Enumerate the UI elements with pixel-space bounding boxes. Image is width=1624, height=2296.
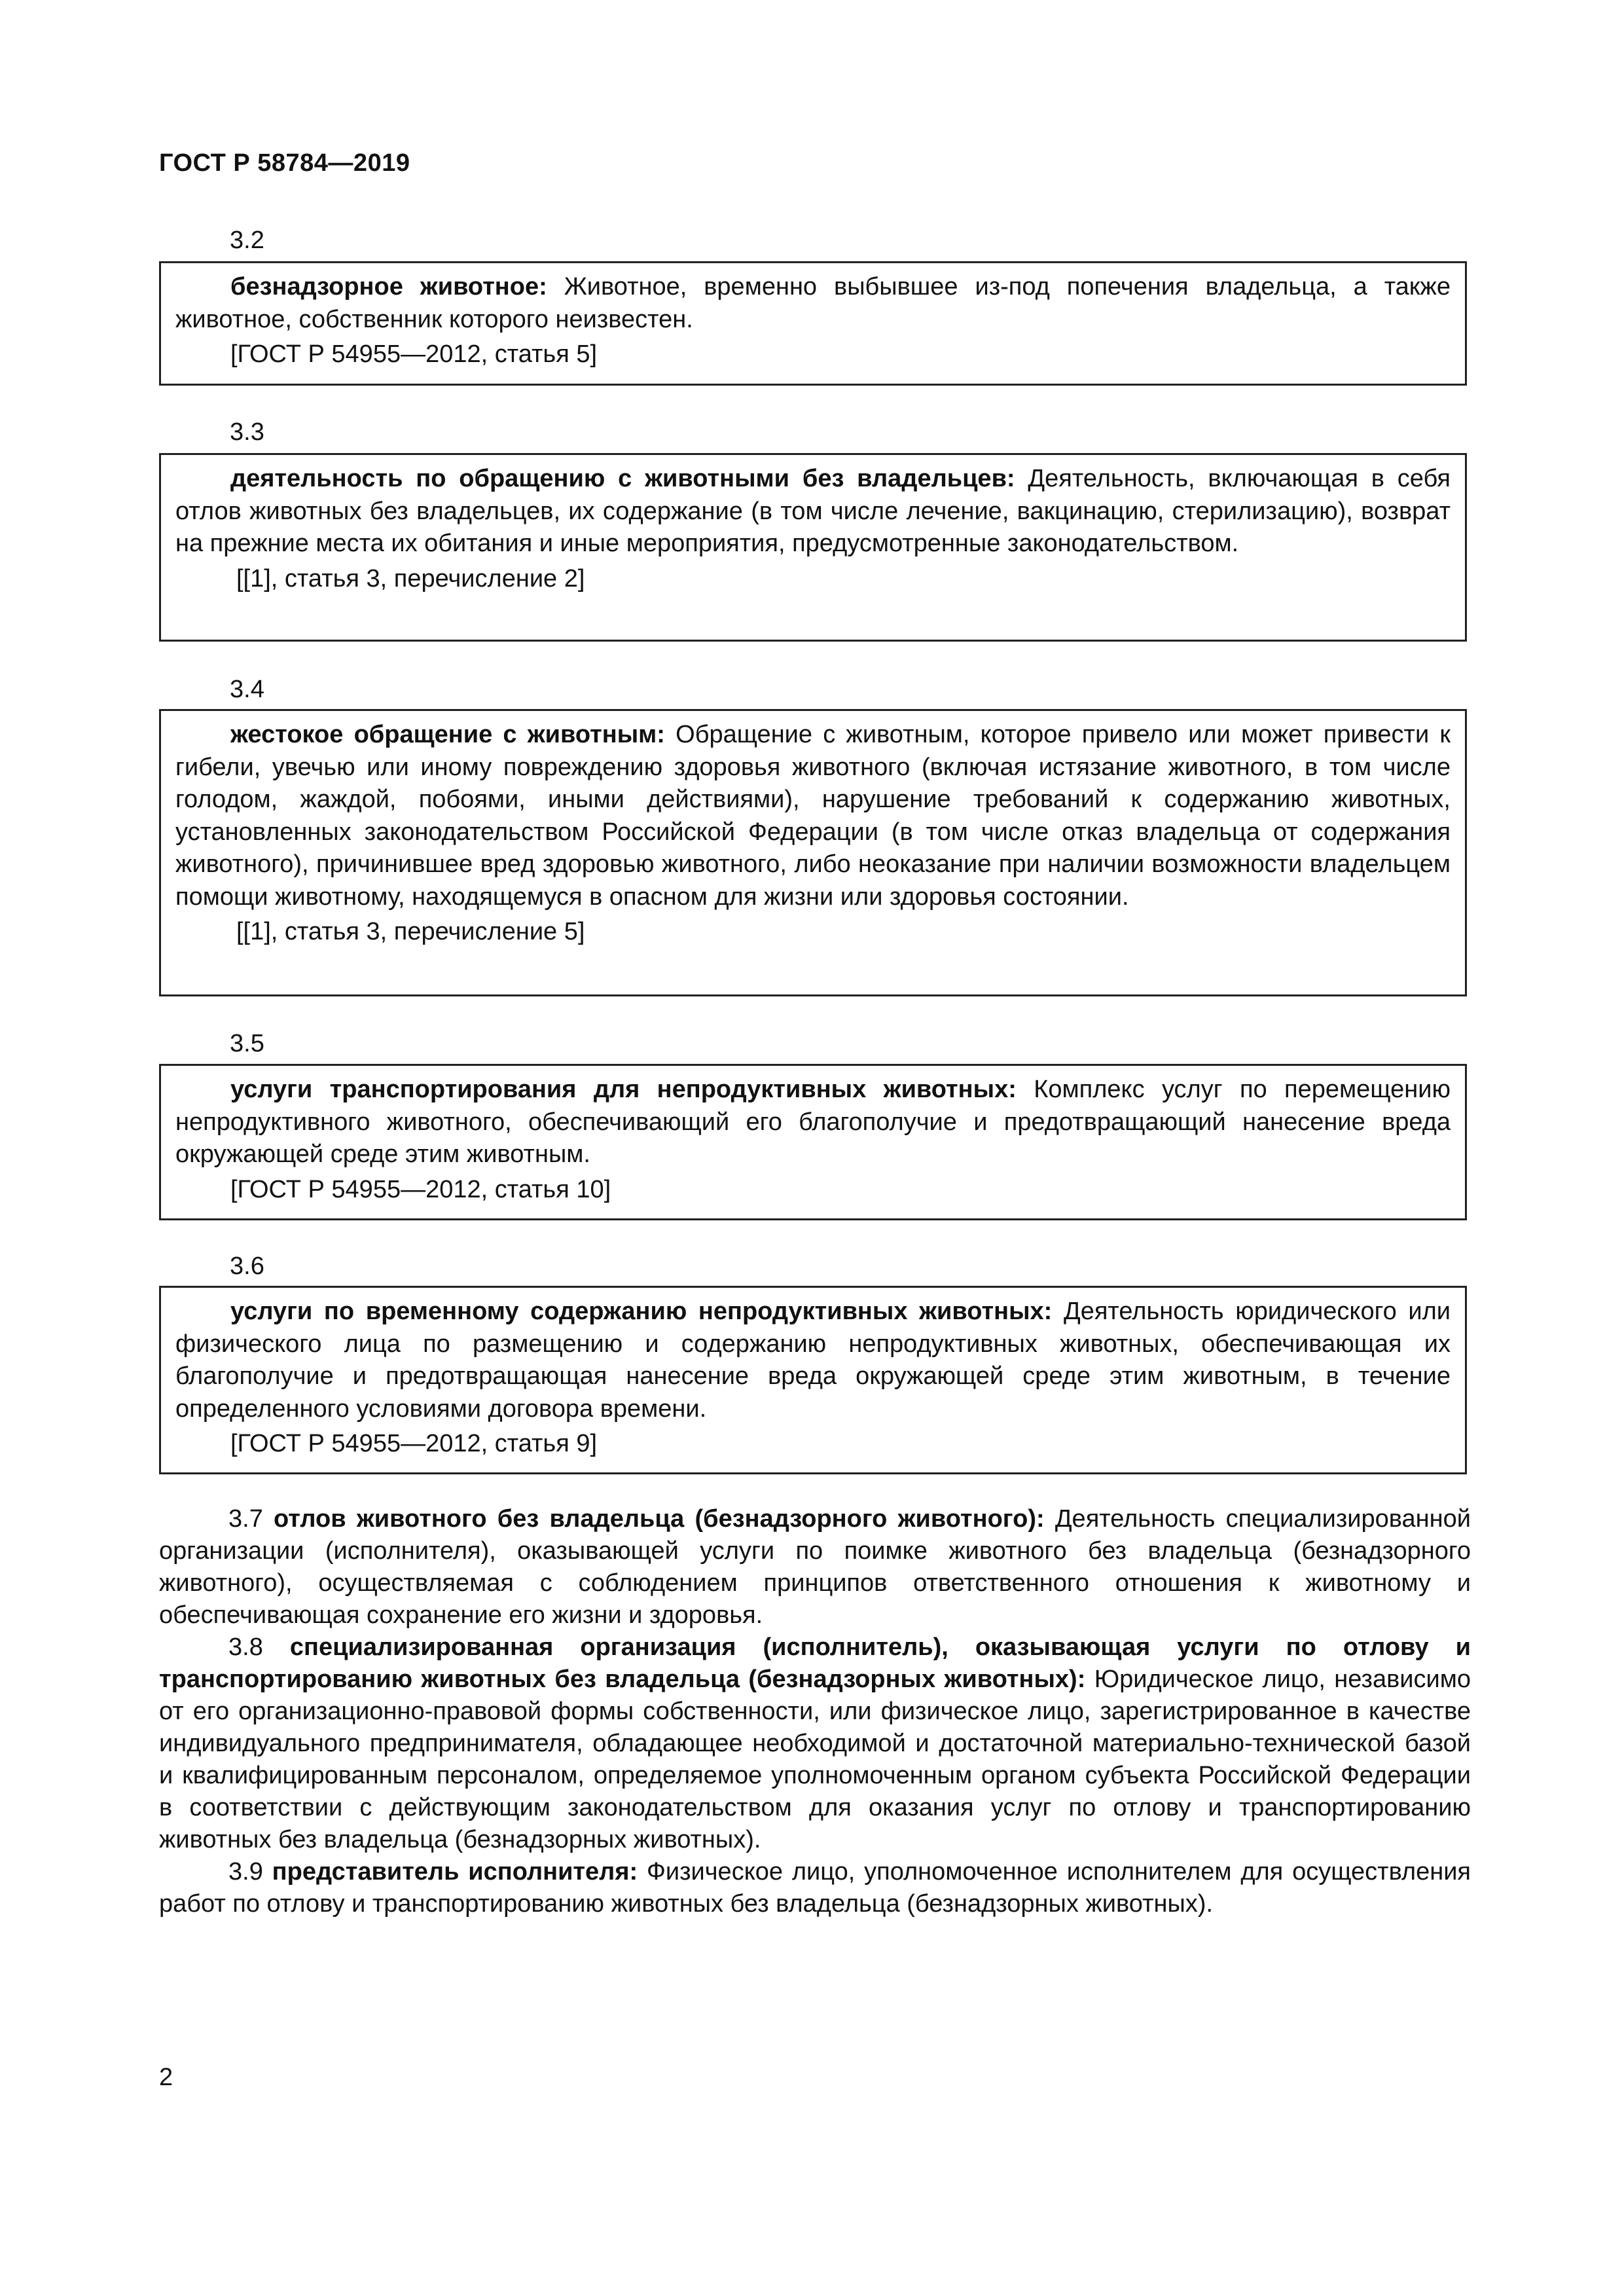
definition-text <box>175 463 1451 560</box>
clause-number-3-3: 3.3 <box>230 418 264 446</box>
defined-term: услуги по временному содержанию непродуктивных животных: <box>230 1298 1053 1325</box>
definition-source: [[1], статья 3, перечисление 5] <box>236 918 585 945</box>
document-code: ГОСТ Р 58784—2019 <box>159 149 410 177</box>
definition-body: Юридическое лицо, независимо от его организационно-правовой формы собственности, или физическое лицо, зарегистрированное в качестве индивидуального предпринимателя, обладающее необходимой и достаточной материально-технической базой и квалифицированным персоналом, определяемое уполномоченным органом субъекта Российской Федерации в соответствии с действующим законодательством для оказания услуг по отлову и транспортированию животных без владельца (безнадзорных животных). <box>159 1666 1471 1853</box>
clause-number-3-5: 3.5 <box>230 1030 264 1057</box>
defined-term: деятельность по обращению с животными без владельцев: <box>230 465 1015 492</box>
clause-number-3-9: 3.9 <box>228 1858 263 1886</box>
definition-box-3-5 <box>159 1064 1467 1220</box>
definition-box-3-2 <box>159 261 1467 386</box>
definition-text <box>175 1074 1451 1171</box>
definition-source: [ГОСТ Р 54955—2012, статья 10] <box>230 1175 611 1203</box>
definition-paragraph-3-9 <box>159 1856 1471 1920</box>
defined-term: безнадзорное животное: <box>230 273 547 301</box>
clause-number-3-4: 3.4 <box>230 676 264 703</box>
definition-body: Деятельность, включающая в себя отлов животных без владельцев, их содержание (в том числе лечение, вакцинацию, стерилизацию), возврат на прежние места их обитания и иные мероприятия, предусмотренные законодательством. <box>175 465 1451 557</box>
definition-text <box>175 1296 1451 1425</box>
definition-body: Комплекс услуг по перемещению непродуктивного животного, обеспечивающий его благополучие и предотвращающий нанесение вреда окружающей среде этим животным. <box>175 1076 1451 1168</box>
definition-source: [ГОСТ Р 54955—2012, статья 9] <box>230 1430 598 1457</box>
defined-term: услуги транспортирования для непродуктивных животных: <box>230 1076 1017 1103</box>
definition-box-3-6 <box>159 1286 1467 1474</box>
definition-paragraph-3-7 <box>159 1503 1471 1631</box>
defined-term: жестокое обращение с животным: <box>230 721 665 748</box>
definition-body: Деятельность специализированной организации (исполнителя), оказывающей услуги по поимке животного без владельца (безнадзорного животного), осуществляемая с соблюдением принципов ответственного отношения к животному и обеспечивающая сохранение его жизни и здоровья. <box>159 1505 1471 1629</box>
definition-paragraph-3-8 <box>159 1631 1471 1856</box>
plain-definitions <box>159 1503 1471 1920</box>
defined-term: отлов животного без владельца (безнадзорного животного): <box>274 1505 1045 1533</box>
definition-box-3-3 <box>159 453 1467 642</box>
definition-text <box>175 271 1451 336</box>
definition-body: Обращение с животным, которое привело или может привести к гибели, увечью или иному повреждению здоровья животного (включая истязание животного, в том числе голодом, жаждой, побоями, иными действиями), нарушение требований к содержанию животных, установленных законодательством Российской Федерации (в том числе отказ владельца от содержания животного), причинившее вред здоровью животного, либо неоказание при наличии возможности владельцем помощи животному, находящемуся в опасном для жизни или здоровья состоянии. <box>175 721 1451 911</box>
page-number: 2 <box>159 2064 173 2091</box>
clause-number-3-2: 3.2 <box>230 227 264 254</box>
definition-box-3-4 <box>159 709 1467 996</box>
definition-body: Физическое лицо, уполномоченное исполнителем для осуществления работ по отлову и транспортированию животных без владельца (безнадзорных животных). <box>159 1858 1471 1918</box>
definition-source: [ГОСТ Р 54955—2012, статья 5] <box>230 340 598 368</box>
clause-number-3-8: 3.8 <box>228 1633 263 1661</box>
definition-body: Животное, временно выбывшее из-под попечения владельца, а также животное, собственник которого неизвестен. <box>175 273 1451 333</box>
definition-source: [[1], статья 3, перечисление 2] <box>236 564 585 592</box>
definition-text <box>175 719 1451 913</box>
defined-term: представитель исполнителя: <box>272 1858 638 1886</box>
defined-term: специализированная организация (исполнитель), оказывающая услуги по отлову и транспортированию животных без владельца (безнадзорных животных): <box>159 1633 1471 1693</box>
clause-number-3-7: 3.7 <box>228 1505 263 1533</box>
clause-number-3-6: 3.6 <box>230 1252 264 1280</box>
definition-body: Деятельность юридического или физического лица по размещению и содержанию непродуктивных животных, обеспечивающая их благополучие и предотвращающая нанесение вреда окружающей среде этим животным, в течение определенного условиями договора времени. <box>175 1298 1451 1423</box>
